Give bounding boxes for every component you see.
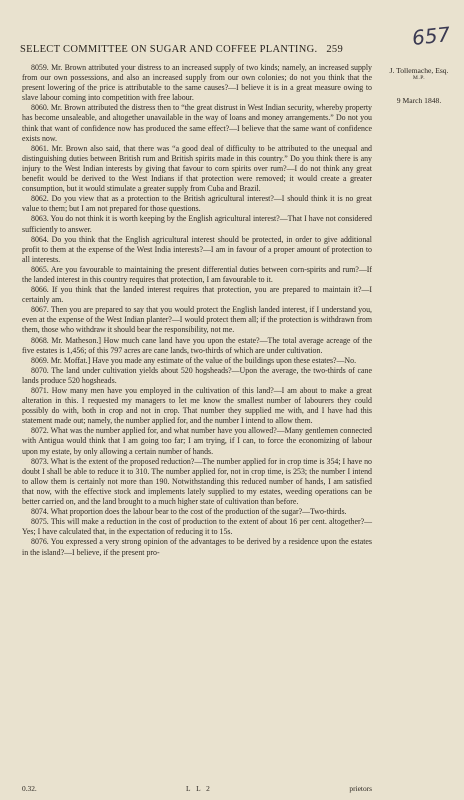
signature-mark: L L 2 [186, 784, 212, 793]
hearing-date: 9 March 1848. [396, 95, 442, 105]
testimony-paragraph: 8059. Mr. Brown attributed your distress to an increased supply of two kinds; namely, an increased supply from our own possessions, and also an increased supply from our own colonies; do not you think that the present lowering of the price is attributable to the same causes?—I believe it is in a great measure owing to slave labour coming into competition with free labour. [22, 63, 372, 103]
testimony-paragraph: 8063. You do not think it is worth keeping by the English agricultural interest?—That I have not considered sufficiently to answer. [22, 214, 372, 234]
testimony-paragraph: 8065. Are you favourable to maintaining the present differential duties between corn-spirits and rum?—If the landed interest in this country requires that protection, I am favourable to it. [22, 264, 372, 284]
testimony-paragraph: 8070. The land under cultivation yields about 520 hogsheads?—Upon the average, the two-thirds of cane lands produce 520 hogsheads. [22, 365, 372, 385]
testimony-paragraph: 8062. Do you view that as a protection to the British agricultural interest?—I should think it is no great value to them; but I am not prepared for those questions. [22, 194, 372, 214]
margin-sidenote [380, 66, 458, 105]
testimony-paragraph: 8075. This will make a reduction in the cost of production to the extent of about 16 per cent. altogether?—Yes; I have calculated that, in the expectation of reducing it to 15s. [22, 517, 372, 537]
testimony-paragraph: 8060. Mr. Brown attributed the distress then to “the great distrust in West Indian security, whereby property has become unsaleable, and altogether unavailable in the way of loans and money arrangements.” Do not you think that want of confidence now has produced the same effect?—I believe that the same want of confidence exists now. [22, 103, 372, 143]
witness-name: J. Tollemache, Esq. [389, 66, 449, 75]
catchword: prietors [349, 784, 372, 793]
testimony-paragraph: 8061. Mr. Brown also said, that there was “a good deal of difficulty to be attributed to the unequal and distinguishing duties between British rum and British spirits made in this country.” Do you think there is any injury to the West Indian interests by giving that favour to corn spirits over rum?—I do not think any great benefit would be derived to the West Indians if that protection were removed; it would create a greater consumption, but it would stimulate a greater supply from Cuba and Brazil. [22, 143, 372, 194]
testimony-paragraph: 8073. What is the extent of the proposed reduction?—The number applied for in crop time is 354; I have no doubt I shall be able to reduce it to 310. The number applied for, not in crop time, is 253; the number I intend to allow them is certainly not more than 190. Notwithstanding this reduced number of hands, I am satisfied that now, with the effective stock and implements lately supplied to my estates, weeding operations can be better carried on, and the land brought to a much higher state of cultivation than before. [22, 456, 372, 507]
testimony-paragraph: 8067. Then you are prepared to say that you would protect the English landed interest, if I understand you, even at the expense of the West Indian planter?—I would protect them all; if the protection is withdrawn from them, those who withdraw it should bear the responsibility, not me. [22, 305, 372, 335]
page-number: 259 [326, 44, 344, 55]
header-title: SELECT COMMITTEE ON SUGAR AND COFFEE PLANTING. [20, 44, 318, 55]
handwritten-folio-number: 657 [410, 22, 452, 50]
testimony-paragraph: 8068. Mr. Matheson.] How much cane land have you upon the estate?—The total average acreage of the five estates is 1,456; of this 797 acres are cane lands, two-thirds of which are under cultivation. [22, 335, 372, 355]
testimony-paragraph: 8066. If you think that the landed interest requires that protection, you are prepared to maintain it?—I certainly am. [22, 285, 372, 305]
testimony-paragraph: 8069. Mr. Moffat.] Have you made any estimate of the value of the buildings upon these estates?—No. [31, 355, 357, 365]
printer-code: 0.32. [22, 784, 37, 793]
witness-title: M.P. [412, 75, 426, 82]
page-header [20, 44, 360, 55]
testimony-body [22, 63, 372, 558]
testimony-paragraph: 8072. What was the number applied for, and what number have you allowed?—Many gentlemen connected with Antigua would think that I am going too far; I am trying, if I can, to force the economizing of labour upon my estate, by only allowing a certain number of hands. [22, 426, 372, 456]
testimony-paragraph: 8064. Do you think that the English agricultural interest should be protected, in order to give additional profit to them at the expense of the West India interests?—I am in favour of a proper amount of protection to all interests. [22, 234, 372, 264]
testimony-paragraph: 8074. What proportion does the labour bear to the cost of the production of the sugar?—Two-thirds. [31, 507, 347, 517]
testimony-paragraph: 8076. You expressed a very strong opinion of the advantages to be derived by a residence upon the estates in the island?—I believe, if the present pro- [22, 537, 372, 557]
testimony-paragraph: 8071. How many men have you employed in the cultivation of this land?—I am about to make a great alteration in this. I requested my managers to let me know the smallest number of labourers they could possibly do with, both in crop and not in crop. That number they supplied me with, and I have had this statement made out; namely, the number applied for, and the number I intend to allow them. [22, 386, 372, 426]
